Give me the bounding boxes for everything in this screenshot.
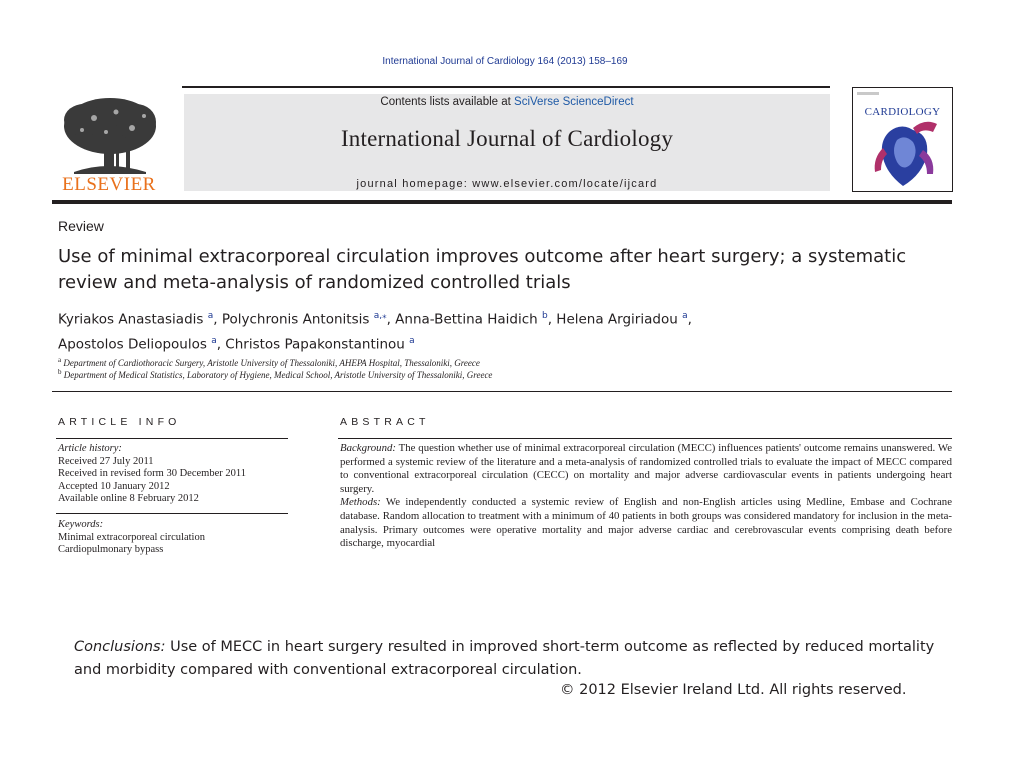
affiliation-b	[58, 368, 492, 380]
header-top-rule	[182, 86, 830, 88]
methods-label: Methods:	[340, 496, 381, 509]
abstract-rule	[338, 438, 952, 439]
affiliation-a	[58, 356, 480, 368]
article-info-rule	[56, 438, 288, 439]
keyword-item: Minimal extracorporeal circulation	[58, 531, 205, 543]
author-name[interactable]: Helena Argiriadou	[556, 311, 678, 328]
history-item: Received in revised form 30 December 2011	[58, 468, 246, 479]
cover-heart-illustration	[853, 88, 952, 191]
elsevier-wordmark: ELSEVIER	[62, 174, 156, 195]
author-affil-mark: a	[207, 311, 214, 321]
author-name[interactable]: Kyriakos Anastasiadis	[58, 311, 204, 328]
journal-homepage[interactable]: journal homepage: www.elsevier.com/locate/ijcard	[356, 178, 658, 190]
author-list: Kyriakos Anastasiadis $^a$, Polychronis Antonitsis $^{a,⁎}$, Anna-Bettina Haidich $^b$, Helena Argiriadou $^a$, Apostolos Deliopoulos $^a$, Christos Papakonstantinou $^a$	[58, 311, 692, 352]
history-item: Received 27 July 2011	[58, 455, 154, 467]
history-label: Article history:	[58, 443, 122, 454]
affiliation-mark: b	[58, 368, 62, 376]
author-affil-mark: b	[541, 311, 548, 321]
article-info-heading: ARTICLE INFO	[58, 416, 181, 428]
article-type: Review	[58, 218, 104, 234]
journal-cover	[852, 87, 953, 192]
author-name[interactable]: Anna-Bettina Haidich	[395, 311, 538, 328]
contents-line	[184, 96, 830, 108]
affiliation-text: Department of Medical Statistics, Laboratory of Hygiene, Medical School, Aristotle University of Thessaloniki, Greece	[63, 370, 493, 380]
article-title: Use of minimal extracorporeal circulation improves outcome after heart surgery; a systematic review and meta-analysis of randomized controlled trials	[58, 246, 907, 293]
author-name[interactable]: Christos Papakonstantinou	[225, 336, 405, 352]
section-divider	[52, 391, 952, 392]
background-label: Background:	[340, 442, 396, 454]
affiliation-mark: a	[58, 356, 62, 364]
affiliation-text: Department of Cardiothoracic Surgery, Aristotle University of Thessaloniki, AHEPA Hospital, Thessaloniki, Greece	[63, 358, 480, 368]
author-name[interactable]: Apostolos Deliopoulos	[58, 336, 207, 352]
journal-citation: International Journal of Cardiology 164 (2013) 158–169	[382, 56, 628, 67]
background-text: The question whether use of minimal extracorporeal circulation (MECC) influences patients' outcome remains unanswered. We performed a systemic review of the literature and a meta-analysis of randomized controlled trials to evaluate the impact of MECC compared to conventional extracorporeal circulation (CECC) on mortality and major adverse cardiovascular events in patients undergoing heart surgery.	[340, 442, 952, 495]
copyright-cutoff	[560, 682, 940, 698]
journal-title: International Journal of Cardiology	[340, 126, 674, 151]
keywords-block	[58, 519, 298, 553]
keywords-rule	[56, 513, 288, 514]
conclusions-text: Use of MECC in heart surgery resulted in improved short-term outcome as reflected by reduced mortality and morbidity compared with conventional extracorporeal circulation.	[74, 639, 935, 678]
abstract-heading: ABSTRACT	[340, 416, 430, 428]
author-name[interactable]: Polychronis Antonitsis	[221, 311, 370, 328]
abstract-body	[340, 442, 952, 551]
sciencedirect-link[interactable]: SciVerse ScienceDirect	[514, 96, 634, 108]
keyword-item: Cardiopulmonary bypass	[58, 544, 164, 555]
conclusions-label: Conclusions:	[74, 639, 166, 655]
author-affil-mark: a	[409, 335, 415, 346]
header-bottom-rule	[52, 200, 952, 204]
keywords-label: Keywords:	[58, 519, 104, 530]
contents-prefix: Contents lists available at	[380, 96, 515, 108]
author-affil-mark: a	[211, 335, 217, 346]
cover-title: CARDIOLOGY	[864, 106, 941, 118]
history-item: Accepted 10 January 2012	[58, 480, 170, 492]
article-history	[58, 443, 298, 506]
methods-text: We independently conducted a systemic review of English and non-English articles using Medline, Embase and Cochrane database. Random allocation to treatment with a minimum of 40 patients in both groups was considered mandatory for inclusion in the meta-analysis. Primary outcomes were operative mortality and major adverse cardiac and cerebrovascular events comprising death before discharge, myocardial	[340, 496, 952, 550]
author-affil-mark: a	[682, 311, 688, 321]
copyright-text: © 2012 Elsevier Ireland Ltd. All rights reserved.	[560, 682, 907, 698]
conclusions-paragraph	[74, 636, 954, 682]
history-item: Available online 8 February 2012	[58, 493, 199, 504]
author-affil-mark: a,⁎	[373, 311, 387, 321]
